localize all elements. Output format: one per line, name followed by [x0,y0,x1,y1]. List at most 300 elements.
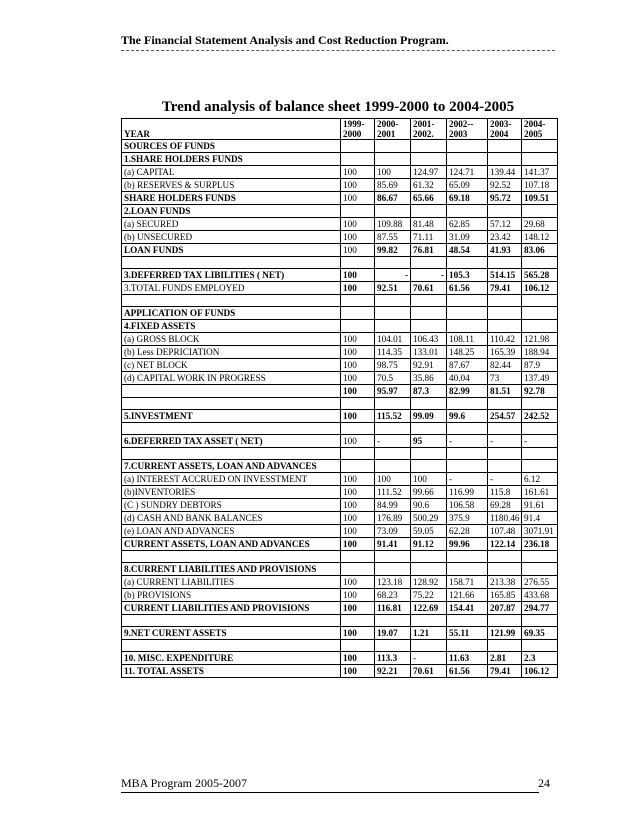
row-value: - [411,652,447,665]
row-value: 133.01 [411,346,447,359]
row-value: 98.75 [375,359,411,372]
footer-rule [121,792,539,793]
table-row [122,231,558,244]
row-value: 40.04 [447,372,488,385]
year-col-4 [488,119,522,140]
row-value [522,295,558,307]
row-value: 92.21 [375,665,411,678]
row-value: 100 [341,372,375,385]
table-row [122,525,558,538]
row-value [522,205,558,218]
row-value: 95.97 [375,385,411,398]
row-value: 2.3 [522,652,558,665]
row-label: 7.CURRENT ASSETS, LOAN AND ADVANCES [122,460,341,473]
row-value [522,615,558,627]
row-label [122,385,341,398]
row-value [447,307,488,320]
row-value: 124.97 [411,166,447,179]
row-label: CURRENT LIABILITIES AND PROVISIONS [122,602,341,615]
row-value [375,153,411,166]
row-label: (b) UNSECURED [122,231,341,244]
row-value: 84.99 [375,499,411,512]
row-value: 61.56 [447,282,488,295]
row-value [488,563,522,576]
row-value: 514.15 [488,269,522,282]
row-value: 92.52 [488,179,522,192]
row-value [411,423,447,435]
row-value: 100 [341,589,375,602]
row-value: 100 [341,473,375,486]
row-label: SHARE HOLDERS FUNDS [122,192,341,205]
row-value [411,460,447,473]
row-value [522,307,558,320]
row-value: - [447,435,488,448]
row-value [375,320,411,333]
table-row [122,589,558,602]
row-label [122,551,341,563]
row-value [488,205,522,218]
row-label: 11. TOTAL ASSETS [122,665,341,678]
row-value [522,320,558,333]
row-label: 8.CURRENT LIABILITIES AND PROVISIONS [122,563,341,576]
row-value: 236.18 [522,538,558,551]
row-value: 82.44 [488,359,522,372]
row-value: 82.99 [447,385,488,398]
row-label: 3.TOTAL FUNDS EMPLOYED [122,282,341,295]
row-value: 106.43 [411,333,447,346]
row-value [522,257,558,269]
row-value [341,257,375,269]
row-value [341,307,375,320]
table-row [122,282,558,295]
page-number: 24 [538,776,550,790]
year-col-0-line-0: 1999- [343,119,365,129]
row-value: - [375,435,411,448]
row-value: 100 [341,282,375,295]
row-value: 176.89 [375,512,411,525]
row-value: 2.81 [488,652,522,665]
row-value [411,153,447,166]
row-value: 70.61 [411,665,447,678]
table-row [122,499,558,512]
row-value: - [488,435,522,448]
row-value: 100 [341,602,375,615]
year-col-3-line-1: 2003 [449,129,468,139]
row-value [522,563,558,576]
row-value: 141.37 [522,166,558,179]
row-value [522,448,558,460]
row-value: 254.57 [488,410,522,423]
row-value: 109.88 [375,218,411,231]
table-row [122,333,558,346]
row-value: 48.54 [447,244,488,257]
row-value: 114.35 [375,346,411,359]
year-col-3 [447,119,488,140]
row-value [488,615,522,627]
row-value [447,423,488,435]
row-label [122,295,341,307]
row-label: (d) CAPITAL WORK IN PROGRESS [122,372,341,385]
row-value: 61.56 [447,665,488,678]
row-value: 294.77 [522,602,558,615]
row-value: 110.42 [488,333,522,346]
row-label: (b)INVENTORIES [122,486,341,499]
row-value: 161.61 [522,486,558,499]
table-row [122,359,558,372]
table-row [122,563,558,576]
table-row [122,512,558,525]
row-value [522,551,558,563]
row-value: 242.52 [522,410,558,423]
row-value [522,460,558,473]
table-row [122,602,558,615]
row-value: 99.09 [411,410,447,423]
row-value: 115.52 [375,410,411,423]
row-label: (a) GROSS BLOCK [122,333,341,346]
row-value: 91.61 [522,499,558,512]
row-value [488,398,522,410]
table-row [122,435,558,448]
year-label: YEAR [122,119,341,140]
row-value: 100 [341,231,375,244]
row-value [341,615,375,627]
row-value [488,448,522,460]
row-value: 100 [341,486,375,499]
row-value: 91.41 [375,538,411,551]
row-value: 116.81 [375,602,411,615]
row-label: (d) CASH AND BANK BALANCES [122,512,341,525]
row-value [447,257,488,269]
table-row [122,192,558,205]
row-value: 105.3 [447,269,488,282]
row-value [488,460,522,473]
row-value: 100 [341,218,375,231]
year-col-1-line-1: 2001 [377,129,396,139]
row-value [411,551,447,563]
row-value: 148.12 [522,231,558,244]
row-value [375,615,411,627]
running-header: The Financial Statement Analysis and Cost Reduction Program. [121,33,449,47]
row-label: 5.INVESTMENT [122,410,341,423]
row-value: 19.07 [375,627,411,640]
row-value [341,295,375,307]
row-value [411,140,447,153]
table-row [122,473,558,486]
row-value [375,460,411,473]
row-value [341,460,375,473]
row-value: 100 [341,346,375,359]
table-row [122,269,558,282]
row-value: 154.41 [447,602,488,615]
table-row [122,166,558,179]
row-value: 1.21 [411,627,447,640]
table-row [122,179,558,192]
row-value: 100 [341,385,375,398]
table-row [122,244,558,257]
row-value: 79.41 [488,665,522,678]
row-value: 69.28 [488,499,522,512]
row-value: 100 [375,473,411,486]
table-row [122,460,558,473]
row-value [522,423,558,435]
year-col-4-line-1: 2004 [490,129,509,139]
row-value [375,563,411,576]
table-row [122,218,558,231]
row-value: 100 [341,525,375,538]
row-value [341,320,375,333]
row-value: 92.91 [411,359,447,372]
row-label [122,423,341,435]
row-value: 100 [411,473,447,486]
row-value: - [488,473,522,486]
blank-row [122,551,558,563]
row-value [375,295,411,307]
row-label: (a) SECURED [122,218,341,231]
row-value [488,640,522,652]
row-value: 23.42 [488,231,522,244]
blank-row [122,448,558,460]
row-label: (C ) SUNDRY DEBTORS [122,499,341,512]
table-row [122,576,558,589]
row-value: 61.32 [411,179,447,192]
year-col-1-line-0: 2000- [377,119,399,129]
row-value: 70.5 [375,372,411,385]
row-value [375,640,411,652]
row-label [122,257,341,269]
row-label: 10. MISC. EXPENDITURE [122,652,341,665]
row-value [341,423,375,435]
row-value [375,257,411,269]
row-value: 91.12 [411,538,447,551]
row-value [375,423,411,435]
row-value: 121.99 [488,627,522,640]
row-value: 29.68 [522,218,558,231]
row-value: 100 [341,435,375,448]
row-value: 122.14 [488,538,522,551]
row-value: 188.94 [522,346,558,359]
row-value: 100 [341,244,375,257]
row-label: (a) CAPITAL [122,166,341,179]
row-value [447,563,488,576]
row-value: 433.68 [522,589,558,602]
row-value: 123.18 [375,576,411,589]
row-value: 107.18 [522,179,558,192]
row-value: 85.69 [375,179,411,192]
row-value [447,615,488,627]
row-label: (a) CURRENT LIABILITIES [122,576,341,589]
row-value: 99.6 [447,410,488,423]
row-value: 1180.46 [488,512,522,525]
row-value: 69.18 [447,192,488,205]
row-value: 375.9 [447,512,488,525]
row-value: 121.66 [447,589,488,602]
row-value: 100 [341,269,375,282]
row-value: 100 [341,512,375,525]
row-value: 3071.91 [522,525,558,538]
row-value: - [447,473,488,486]
row-label [122,448,341,460]
row-value: 92.51 [375,282,411,295]
table-row [122,627,558,640]
row-value [447,153,488,166]
row-label [122,615,341,627]
row-value: 165.85 [488,589,522,602]
year-col-4-line-0: 2003- [490,119,512,129]
row-value: 100 [341,538,375,551]
row-value: 62.85 [447,218,488,231]
row-value: 100 [375,166,411,179]
row-value: 76.81 [411,244,447,257]
row-value [447,551,488,563]
table-row [122,538,558,551]
row-value: 124.71 [447,166,488,179]
year-col-0 [341,119,375,140]
row-value [341,153,375,166]
row-label: 3.DEFERRED TAX LIBILITIES ( NET) [122,269,341,282]
row-value: 11.63 [447,652,488,665]
blank-row [122,640,558,652]
year-col-2 [411,119,447,140]
row-value [447,398,488,410]
row-label: (b) Less DEPRICIATION [122,346,341,359]
row-value: 104.01 [375,333,411,346]
row-label: 9.NET CURENT ASSETS [122,627,341,640]
row-value [375,448,411,460]
row-value: 87.3 [411,385,447,398]
table-row [122,307,558,320]
row-value [375,307,411,320]
blank-row [122,295,558,307]
row-label: (b) PROVISIONS [122,589,341,602]
row-value: 62.28 [447,525,488,538]
row-value: 100 [341,576,375,589]
table-title: Trend analysis of balance sheet 1999-2000 to 2004-2005 [161,99,515,115]
row-value: 73.09 [375,525,411,538]
table-row [122,205,558,218]
row-value: 83.06 [522,244,558,257]
row-value: 86.67 [375,192,411,205]
row-value [341,140,375,153]
row-label: APPLICATION OF FUNDS [122,307,341,320]
row-value: 55.11 [447,627,488,640]
row-value: 100 [341,166,375,179]
row-value: 122.69 [411,602,447,615]
year-col-5-line-1: 2004-2005 [524,119,546,139]
row-value [411,563,447,576]
row-value: 207.87 [488,602,522,615]
row-value [447,320,488,333]
row-value [341,398,375,410]
row-value: - [411,269,447,282]
row-value: 99.96 [447,538,488,551]
row-value [488,307,522,320]
row-value: 106.12 [522,282,558,295]
table-row [122,320,558,333]
row-value: 79.41 [488,282,522,295]
row-value [341,551,375,563]
row-value: 115.8 [488,486,522,499]
row-label: CURRENT ASSETS, LOAN AND ADVANCES [122,538,341,551]
row-value: 100 [341,333,375,346]
row-value [447,140,488,153]
row-value [341,448,375,460]
row-value [447,448,488,460]
row-value: 500.29 [411,512,447,525]
row-value [375,398,411,410]
row-value: 100 [341,410,375,423]
year-col-2-line-0: 2001- [413,119,435,129]
row-label: (b) RESERVES & SURPLUS [122,179,341,192]
row-value: 99.82 [375,244,411,257]
row-value [488,140,522,153]
row-value: 100 [341,665,375,678]
row-value: - [522,435,558,448]
row-value: 111.52 [375,486,411,499]
row-value: 87.67 [447,359,488,372]
row-value: 565.28 [522,269,558,282]
row-label: (a) INTEREST ACCRUED ON INVESSTMENT [122,473,341,486]
row-label [122,398,341,410]
year-header-row [122,119,558,140]
row-value [447,295,488,307]
row-value [488,295,522,307]
year-col-1 [375,119,411,140]
row-value [341,563,375,576]
row-value: 73 [488,372,522,385]
row-value: 95 [411,435,447,448]
blank-row [122,615,558,627]
row-value: 213.38 [488,576,522,589]
row-label: 1.SHARE HOLDERS FUNDS [122,153,341,166]
table-row [122,140,558,153]
row-value [488,423,522,435]
row-value: 65.09 [447,179,488,192]
row-label: 2.LOAN FUNDS [122,205,341,218]
row-value: 75.22 [411,589,447,602]
row-value [447,640,488,652]
row-value [411,205,447,218]
table-row [122,346,558,359]
row-value [375,551,411,563]
row-value: 31.09 [447,231,488,244]
row-value: 95.72 [488,192,522,205]
row-value: 57.12 [488,218,522,231]
year-col-3-line-0: 2002-- [449,119,474,129]
header-rule [121,50,555,51]
row-value: 109.51 [522,192,558,205]
row-value: 35.86 [411,372,447,385]
table-row [122,372,558,385]
row-value: 276.55 [522,576,558,589]
row-value [488,320,522,333]
row-value [411,615,447,627]
row-value: 90.6 [411,499,447,512]
row-value [522,398,558,410]
row-value: 81.51 [488,385,522,398]
row-value: 91.4 [522,512,558,525]
row-label [122,640,341,652]
row-value: 6.12 [522,473,558,486]
trend-table [121,118,558,678]
row-value: 106.58 [447,499,488,512]
table-row [122,486,558,499]
row-label: 6.DEFERRED TAX ASSET ( NET) [122,435,341,448]
row-value [447,205,488,218]
row-value [375,140,411,153]
row-value: 41.93 [488,244,522,257]
row-label: SOURCES OF FUNDS [122,140,341,153]
row-value [411,257,447,269]
